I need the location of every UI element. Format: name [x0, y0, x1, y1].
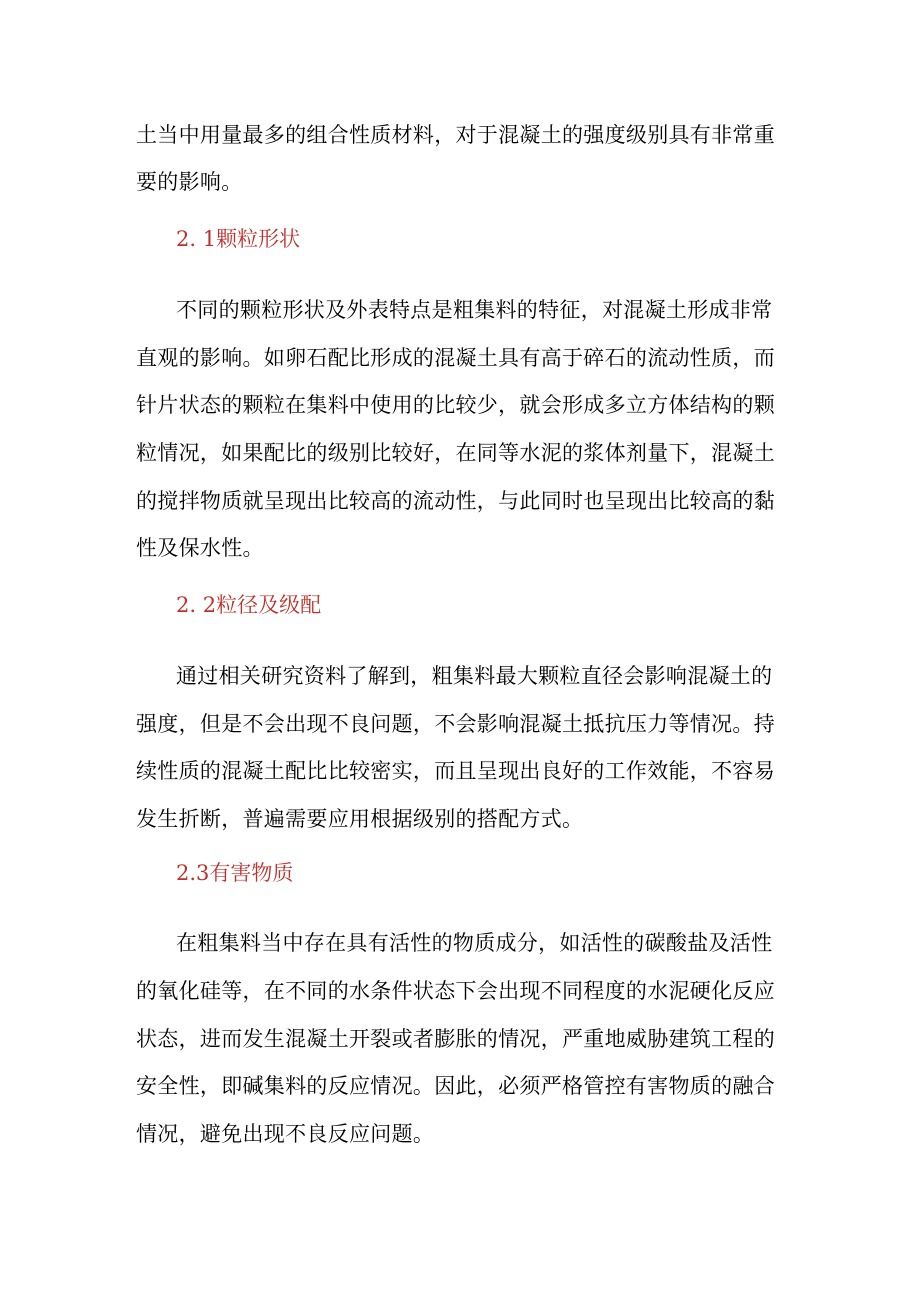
section-2-1-line-4: 粒情况，如果配比的级别比较好，在同等水泥的浆体剂量下，混凝土: [136, 441, 775, 465]
section-2-3-line-4: 安全性，即碱集料的反应情况。因此，必须严格管控有害物质的融合: [136, 1074, 775, 1098]
section-heading-2-2: 2. 2粒径及级配: [176, 593, 322, 617]
section-heading-2-3: 2.3有害物质: [176, 861, 294, 885]
section-heading-2-1: 2. 1颗粒形状: [176, 227, 301, 251]
section-2-3-line-5: 情况，避免出现不良反应问题。: [136, 1122, 435, 1146]
section-2-3-line-3: 状态，进而发生混凝土开裂或者膨胀的情况，严重地威胁建筑工程的: [136, 1027, 775, 1051]
section-2-2-line-2: 强度，但是不会出现不良问题，不会影响混凝土抵抗压力等情况。持: [136, 712, 775, 736]
section-2-1-line-5: 的搅拌物质就呈现出比较高的流动性，与此同时也呈现出比较高的黏: [136, 489, 775, 513]
section-2-1-line-1: 不同的颗粒形状及外表特点是粗集料的特征，对混凝土形成非常: [176, 298, 773, 322]
section-2-1-line-2: 直观的影响。如卵石配比形成的混凝土具有高于碎石的流动性质，而: [136, 346, 775, 370]
section-2-3-line-2: 的氧化硅等，在不同的水条件状态下会出现不同程度的水泥硬化反应: [136, 979, 775, 1003]
section-2-1-line-6: 性及保水性。: [136, 536, 264, 560]
section-2-2-line-1: 通过相关研究资料了解到，粗集料最大颗粒直径会影响混凝土的: [176, 664, 773, 688]
section-2-2-line-3: 续性质的混凝土配比比较密实，而且呈现出良好的工作效能，不容易: [136, 759, 775, 783]
section-2-1-line-3: 针片状态的颗粒在集料中使用的比较少，就会形成多立方体结构的颗: [136, 393, 775, 417]
section-2-2-line-4: 发生折断，普遍需要应用根据级别的搭配方式。: [136, 807, 584, 831]
intro-line-2: 要的影响。: [136, 170, 243, 194]
section-2-3-line-1: 在粗集料当中存在具有活性的物质成分，如活性的碳酸盐及活性: [176, 931, 773, 955]
intro-line-1: 土当中用量最多的组合性质材料，对于混凝土的强度级别具有非常重: [136, 123, 775, 147]
